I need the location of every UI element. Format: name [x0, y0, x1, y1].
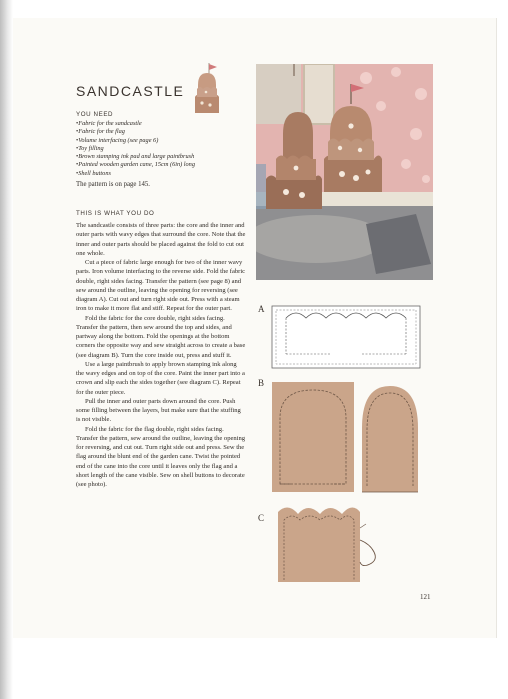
instruction-paragraph: The sandcastle consists of three parts: the core and the inner and outer parts with wavy edges that surround the core. Note that the inner and outer parts should be placed against the fold to cut out one whole.: [76, 222, 246, 257]
page-title: SANDCASTLE: [76, 83, 185, 99]
diagram-label-b: B: [258, 378, 265, 388]
diagram-c: [270, 500, 422, 584]
material-item: • Fabric for the flag: [76, 128, 254, 136]
material-item: • Volume interfacing (see page 6): [76, 137, 254, 145]
instruction-paragraph: Pull the inner and outer parts down around the core. Push some filling between the layers, but make sure that the stuffing is not visible.: [76, 397, 241, 424]
sandcastle-photo: [256, 64, 433, 280]
material-item: • Brown stamping ink pad and large paintbrush: [76, 153, 254, 161]
diagram-label-c: C: [258, 513, 265, 523]
diagram-label-a: A: [258, 304, 265, 314]
material-item: • Toy filling: [76, 145, 254, 153]
diagram-a: [270, 304, 422, 370]
instructions-body: [76, 221, 246, 489]
material-item: • Shell buttons: [76, 170, 254, 178]
page-number: 121: [420, 593, 431, 601]
materials-list: [76, 120, 254, 178]
instruction-paragraph: Use a large paintbrush to apply brown stamping ink along the wavy edges and on top of the core. Paint the inner part into a crown and slip each the sides together (see diagram C). Repeat for the outer piece.: [76, 360, 245, 396]
diagram-b: [270, 378, 422, 498]
method-heading: THIS IS WHAT YOU DO: [76, 210, 155, 217]
instruction-paragraph: Cut a piece of fabric large enough for two of the inner wavy parts. Iron volume interfacing to the reverse side. Fold the fabric double, right sides facing. Transfer the pattern (see page 8) and sew around the outline, leaving the opening for reversing (see diagram A). Cut out and turn right side out. Press with a steam iron to make it more flat and stiff. Repeat for the outer part.: [76, 259, 246, 313]
sandcastle-thumbnail-image: [192, 63, 222, 113]
instruction-paragraph: Fold the fabric for the flag double, right sides facing. Transfer the pattern, sew around the outline, leaving the opening for reversing, and cut out. Turn right side out and press. Sew the flag around the blunt end of the garden cane. Twist the pointed end of the cane into the core until it leaves only the flag and a short length of the cane visible. Sew on shell buttons to decorate (see photo).: [76, 425, 246, 488]
you-need-heading: YOU NEED: [76, 111, 114, 118]
pattern-reference: The pattern is on page 145.: [76, 181, 150, 188]
material-item: • Fabric for the sandcastle: [76, 120, 254, 128]
scan-shadow: [0, 0, 13, 699]
material-item: • Painted wooden garden cane, 15cm (6in) long: [76, 161, 254, 169]
instruction-paragraph: Fold the fabric for the core double, right sides facing. Transfer the pattern, then sew around the top and sides, and partway along the bottom. Fold the openings at the bottom corners the opposite way and sew straight across to create a base (see diagram B). Turn the core inside out, press and stuff it.: [76, 314, 246, 359]
